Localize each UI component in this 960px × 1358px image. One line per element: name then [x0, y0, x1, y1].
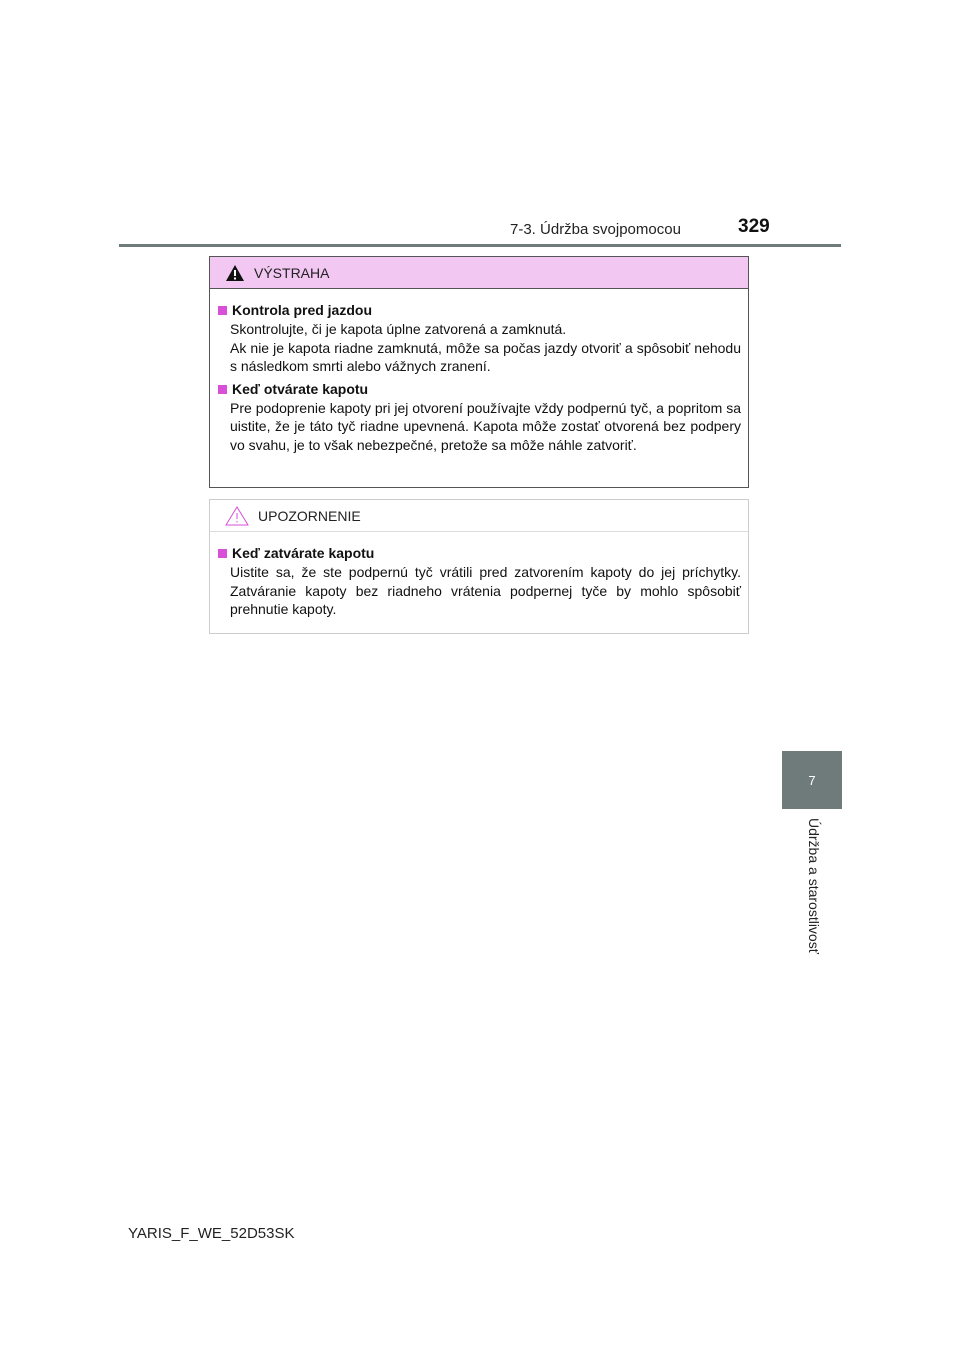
section-title: 7-3. Údržba svojpomocou — [510, 221, 681, 238]
page-number: 329 — [738, 216, 770, 237]
caution-box — [209, 499, 749, 634]
warning-label: VÝSTRAHA — [254, 264, 330, 281]
warning-triangle-icon — [225, 264, 245, 282]
chapter-tab — [782, 751, 842, 809]
chapter-title: Údržba a starostlivosť — [806, 818, 822, 954]
caution-item-title: Keď zatvárate kapotu — [218, 544, 741, 563]
warning-item-text: Pre podoprenie kapoty pri jej otvorení používajte vždy podpernú tyč, a popritom sa uistite, že je táto tyč riadne upevnená. Kapota môže zostať otvorená bez podpery vo svahu, je to však nebezpečné, pretože sa môže náhle zatvoriť. — [230, 399, 741, 453]
warning-item-title: Keď otvárate kapotu — [218, 380, 741, 399]
header-rule — [119, 244, 841, 247]
caution-triangle-icon — [225, 506, 249, 526]
caution-item-text: Uistite sa, že ste podpernú tyč vrátili pred zatvorením kapoty do jej príchytky. Zatváranie kapoty bez riadneho vrátenia podpernej tyče by mohlo spôsobiť prehnutie kapoty. — [230, 564, 741, 617]
warning-item-text: Skontrolujte, či je kapota úplne zatvorená a zamknutá. Ak nie je kapota riadne zamknutá, môže sa počas jazdy otvoriť a spôsobiť nehodu s následkom smrti alebo vážnych zranení. — [230, 321, 741, 374]
warning-item-title: Kontrola pred jazdou — [218, 301, 741, 320]
document-code: YARIS_F_WE_52D53SK — [128, 1225, 295, 1242]
chapter-number: 7 — [808, 772, 816, 788]
caution-header — [210, 500, 748, 532]
bullet-icon — [218, 385, 227, 394]
bullet-icon — [218, 306, 227, 315]
warning-header — [210, 257, 748, 289]
caution-label: UPOZORNENIE — [258, 507, 361, 524]
warning-box — [209, 256, 749, 488]
bullet-icon — [218, 549, 227, 558]
